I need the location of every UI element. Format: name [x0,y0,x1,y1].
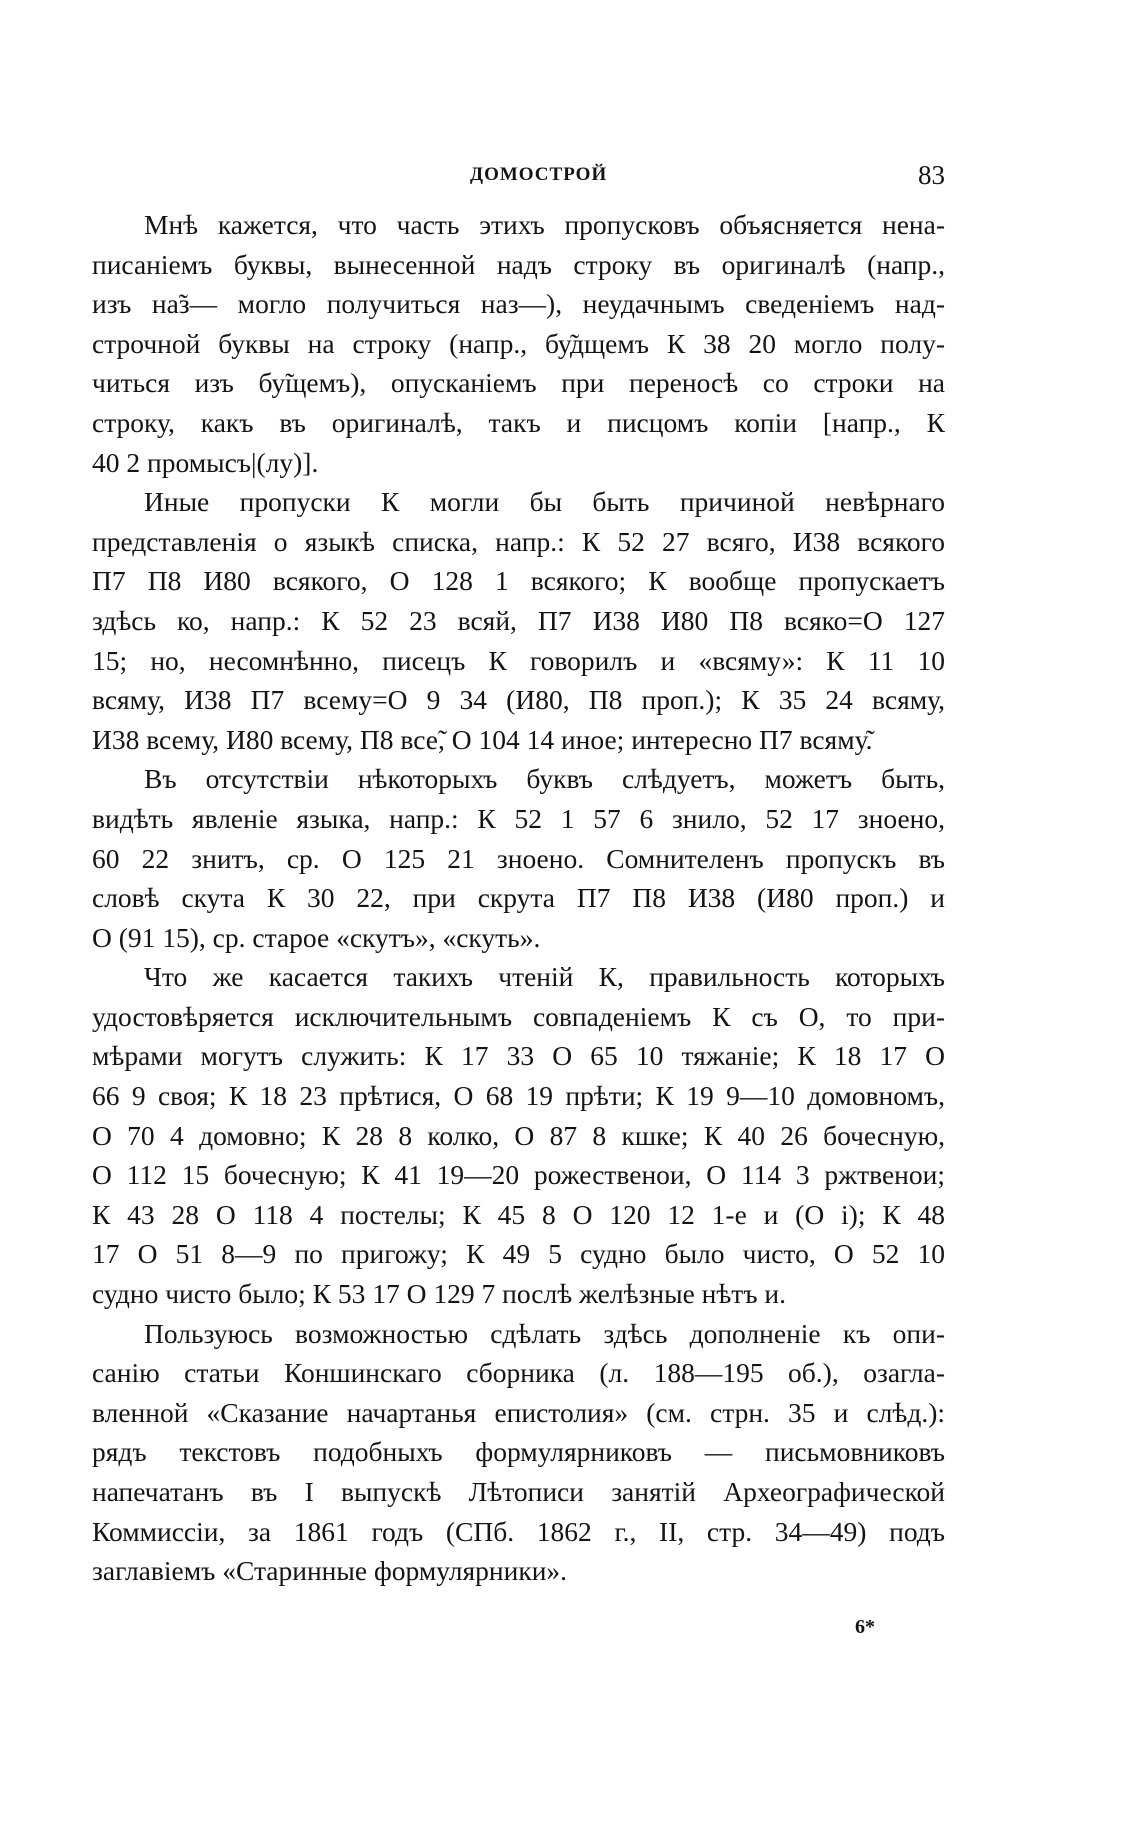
text-line: Коммиссіи, за 1861 годъ (СПб. 1862 г., II, стр. 34—49) подъ [92,1515,945,1547]
text-line: 17 О 51 8—9 по пригожу; К 49 5 судно было чисто, О 52 10 [92,1238,945,1270]
text-line: О (91 15), ср. старое «скутъ», «скуть». [92,921,541,953]
text-line: строчной буквы на строку (напр., бу̃дщемъ К 38 20 могло полу- [92,327,945,359]
text-line: читься изъ бу̃щемъ), опусканіемъ при переносѣ со строки на [92,367,945,399]
signature-mark: 6* [855,1616,875,1638]
text-line: О 70 4 домовно; К 28 8 колко, О 87 8 кшке; К 40 26 бочесную, [92,1119,945,1151]
text-body [92,205,945,1591]
text-line: Что же касается такихъ чтеній К, правильность которыхъ [144,961,945,993]
text-line: 66 9 своя; К 18 23 прѣтися, О 68 19 прѣти; К 19 9—10 домовномъ, [92,1080,945,1112]
text-line: строку, какъ въ оригиналѣ, такъ и писцомъ копіи [напр., К [92,406,945,438]
text-line: мѣрами могутъ служить: К 17 33 О 65 10 тяжаніе; К 18 17 О [92,1040,945,1072]
text-line: О 112 15 бочесную; К 41 19—20 рожественои, О 114 3 ржтвенои; [92,1159,945,1191]
text-line: всяму, И38 П7 всему=О 9 34 (И80, П8 проп.); К 35 24 всяму, [92,684,945,716]
running-title: ДОМОСТРОЙ [470,164,608,185]
text-line: писаніемъ буквы, вынесенной надъ строку въ оригиналѣ (напр., [92,248,945,280]
text-line: Иные пропуски К могли бы быть причиной невѣрнаго [144,486,945,518]
text-line: видѣть явленіе языка, напр.: К 52 1 57 6 знило, 52 17 зноено, [92,802,945,834]
text-line: заглавіемъ «Старинные формулярники». [92,1555,568,1587]
text-line: 40 2 промысъ|(лу)]. [92,446,319,478]
text-line: вленной «Сказание начартанья епистолия» (см. стрн. 35 и слѣд.): [92,1396,945,1428]
text-line: удостовѣряется исключительнымъ совпаденіемъ К съ О, то при- [92,1000,945,1032]
text-line: П7 П8 И80 всякого, О 128 1 всякого; К вообще пропускаетъ [92,565,945,597]
paragraph [92,957,945,1313]
paragraph [92,1314,945,1591]
text-line: Мнѣ кажется, что часть этихъ пропусковъ объясняется нена- [144,209,945,240]
text-line: изъ на̃з— могло получиться наз—), неудачнымъ сведеніемъ над- [92,288,945,320]
text-line: судно чисто было; К 53 17 О 129 7 послѣ желѣзные нѣтъ и. [92,1278,787,1310]
text-line: словѣ скута К 30 22, при скрута П7 П8 И38 (И80 проп.) и [92,882,945,914]
paragraph [92,205,945,482]
running-head [0,162,1140,202]
text-line: Въ отсутствіи нѣкоторыхъ буквъ слѣдуетъ, можетъ быть, [144,763,945,795]
text-line: напечатанъ въ I выпускѣ Лѣтописи занятій Археографической [92,1476,945,1507]
text-line: рядъ текстовъ подобныхъ формулярниковъ — письмовниковъ [92,1436,945,1468]
paragraph [92,759,945,957]
page-number: 83 [918,160,945,190]
text-line: представленія о языкѣ списка, напр.: К 52 27 всяго, И38 всякого [92,525,945,557]
text-line: 15; но, несомнѣнно, писецъ К говорилъ и «всяму»: К 11 10 [92,644,945,676]
text-line: здѣсь ко, напр.: К 52 23 всяй, П7 И38 И80 П8 всяко=О 127 [92,604,945,636]
text-line: К 43 28 О 118 4 постелы; К 45 8 О 120 12 1-е и (О і); К 48 [92,1198,945,1230]
text-line: И38 всему, И80 всему, П8 все̃, О 104 14 иное; интересно П7 всяму̃. [92,723,873,755]
paragraph [92,482,945,759]
text-line: Пользуюсь возможностью сдѣлать здѣсь дополненіе къ опи- [144,1317,945,1349]
text-line: 60 22 знитъ, ср. О 125 21 зноено. Сомнителенъ пропускъ въ [92,842,945,874]
text-line: санію статьи Коншинскаго сборника (л. 188—195 об.), озагла- [92,1357,945,1389]
